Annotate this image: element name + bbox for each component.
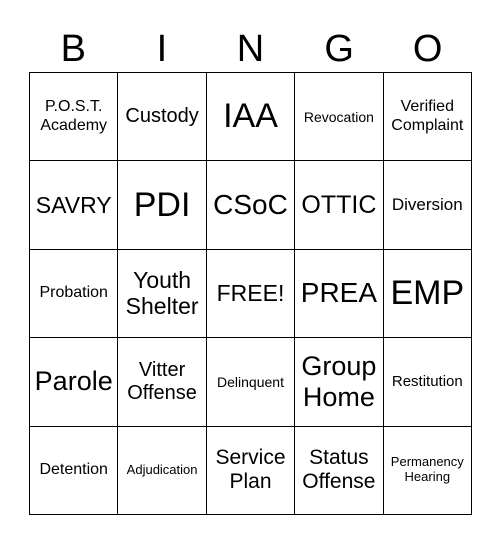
bingo-cell[interactable]: EMP (384, 250, 472, 338)
bingo-cell[interactable]: Verified Complaint (384, 73, 472, 161)
bingo-cell[interactable]: Diversion (384, 161, 472, 249)
header-letter-i: I (156, 28, 168, 70)
bingo-cell[interactable]: P.O.S.T. Academy (30, 73, 118, 161)
bingo-cell[interactable]: Detention (30, 427, 118, 515)
bingo-cell[interactable]: Custody (118, 73, 206, 161)
bingo-cell[interactable]: Restitution (384, 338, 472, 426)
bingo-cell[interactable]: Service Plan (207, 427, 295, 515)
bingo-cell[interactable]: Vitter Offense (118, 338, 206, 426)
bingo-cell[interactable]: Adjudication (118, 427, 206, 515)
bingo-cell[interactable]: Delinquent (207, 338, 295, 426)
bingo-cell[interactable]: IAA (207, 73, 295, 161)
header-letter-g: G (324, 28, 354, 70)
header-letter-n: N (236, 28, 265, 70)
header-letter-o: O (412, 28, 443, 70)
bingo-cell[interactable]: PDI (118, 161, 206, 249)
bingo-cell[interactable]: Status Offense (295, 427, 383, 515)
bingo-board (29, 72, 472, 515)
bingo-cell[interactable]: SAVRY (30, 161, 118, 249)
bingo-cell[interactable]: OTTIC (295, 161, 383, 249)
bingo-header (29, 26, 472, 72)
bingo-cell[interactable]: Revocation (295, 73, 383, 161)
header-letter-b: B (60, 28, 86, 70)
bingo-cell[interactable]: Permanency Hearing (384, 427, 472, 515)
bingo-cell[interactable]: CSoC (207, 161, 295, 249)
bingo-cell[interactable]: Youth Shelter (118, 250, 206, 338)
free-space-cell[interactable]: FREE! (207, 250, 295, 338)
bingo-cell[interactable]: Probation (30, 250, 118, 338)
bingo-cell[interactable]: PREA (295, 250, 383, 338)
bingo-cell[interactable]: Group Home (295, 338, 383, 426)
bingo-cell[interactable]: Parole (30, 338, 118, 426)
